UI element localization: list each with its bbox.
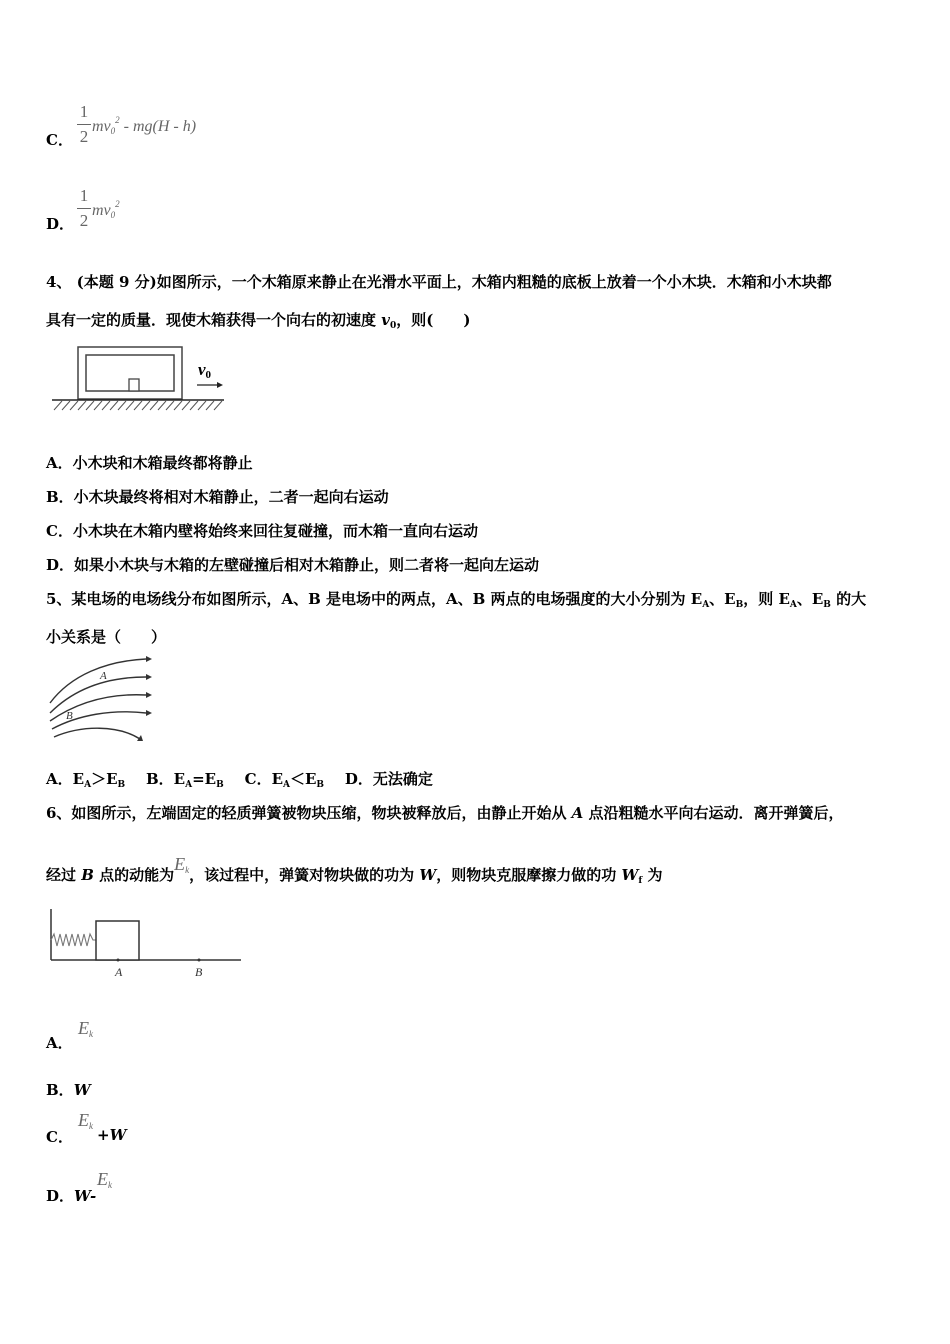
- q3-option-c: [46, 129, 73, 150]
- stem-sub: 0: [389, 321, 397, 331]
- point-a-label: A: [100, 670, 107, 682]
- option-label: C．: [46, 131, 73, 149]
- stem-text: ，则物块克服摩擦力做的功: [436, 866, 622, 884]
- stem-text: 为: [642, 866, 663, 884]
- stem-text: 经过: [46, 866, 82, 884]
- point-b-label: B: [66, 710, 73, 722]
- q5-option-b: B．$E_A=E_B$: [146, 770, 224, 790]
- option-label: D．: [46, 1187, 75, 1205]
- point-b: B: [81, 866, 94, 884]
- q6-option-c: [46, 1126, 73, 1147]
- w-symbol: W: [419, 866, 437, 884]
- stem-text: 点沿粗糙水平向右运动．离开弹簧后，: [583, 804, 844, 822]
- q4-stem-line1: 4、 (本题 9 分)如图所示，一个木箱原来静止在光滑水平面上，木箱内粗糙的底板上放着一个小木块．木箱和小木块都: [46, 273, 832, 291]
- fraction-numerator: 1: [79, 102, 89, 121]
- stem-text: 、E: [709, 590, 736, 608]
- q5-option-a: A．$E_A>E_B$: [46, 770, 126, 790]
- q3-option-d: [46, 213, 74, 234]
- stem-text-end: ，则( ): [396, 311, 471, 329]
- sub-a: A: [789, 600, 797, 610]
- fraction-half: [77, 102, 91, 147]
- q5-option-c: C．$E_A<E_B$: [244, 770, 325, 790]
- q3-d-expression: [92, 199, 120, 220]
- ek-symbol: $E_k$: [174, 854, 190, 875]
- fraction-half: [77, 186, 91, 231]
- wf-sub: f: [638, 876, 643, 886]
- fraction-denominator: 2: [79, 127, 89, 146]
- q4-option-c: C．小木块在木箱内壁将始终来回往复碰撞，而木箱一直向右运动: [46, 522, 478, 540]
- q6-d-ek: $E_k$: [97, 1169, 112, 1190]
- expr-sup: 2: [115, 115, 120, 125]
- stem-text: 、E: [796, 590, 824, 608]
- stem-text: 6、如图所示，左端固定的轻质弹簧被物块压缩，物块被释放后，由静止开始从: [46, 804, 572, 822]
- option-expr: W: [73, 1081, 91, 1099]
- stem-text: ，则 E: [743, 590, 790, 608]
- wf-symbol: W: [621, 866, 639, 884]
- point-a: A: [571, 804, 584, 822]
- fraction-numerator: 1: [79, 186, 89, 205]
- q3-c-expression: [92, 115, 196, 136]
- v0-label: v0: [198, 360, 212, 381]
- q4-option-d: D．如果小木块与木箱的左壁碰撞后相对木箱静止，则二者将一起向左运动: [46, 556, 540, 574]
- expr-sub: 0: [110, 210, 116, 220]
- expr-sub: 0: [110, 126, 116, 136]
- point-b-label: B: [195, 965, 203, 979]
- q6-stem-line2: [46, 854, 663, 886]
- q5-field-lines-figure: [46, 655, 156, 745]
- stem-text: 5、某电场的电场线分布如图所示，A、B 是电场中的两点，A、B 两点的电场强度的大小分别为 E: [46, 590, 703, 608]
- stem-text: 具有一定的质量．现使木箱获得一个向右的初速度: [46, 311, 382, 329]
- q5-option-d: D．无法确定: [344, 770, 433, 788]
- sub-a: A: [702, 600, 710, 610]
- option-label: B．: [46, 1081, 74, 1099]
- spring: [51, 934, 96, 946]
- stem-text: 点的动能为: [93, 866, 175, 884]
- stem-text: 的大: [830, 590, 867, 608]
- q4-box-figure: [52, 345, 227, 425]
- stem-v: v: [381, 311, 390, 329]
- expr-mv: mv: [92, 202, 111, 219]
- q6-c-tail: +W: [97, 1126, 127, 1144]
- expr-sup: 2: [115, 199, 120, 209]
- sub-b: B: [735, 600, 744, 610]
- q6-option-b: [46, 1079, 91, 1100]
- q4-option-b: B．小木块最终将相对木箱静止，二者一起向右运动: [46, 488, 389, 506]
- q4-option-a: A．小木块和木箱最终都将静止: [46, 454, 253, 472]
- fraction-denominator: 2: [79, 211, 89, 230]
- expr-mv: mv: [92, 118, 111, 135]
- option-expr: W-: [74, 1187, 97, 1205]
- block: [96, 921, 139, 960]
- q6-c-ek: $E_k$: [78, 1110, 93, 1131]
- point-a-label: A: [115, 965, 123, 979]
- option-label: A．: [46, 1034, 73, 1052]
- q5-stem-line1: [46, 588, 866, 610]
- expr-tail: - mg(H - h): [119, 118, 197, 135]
- q4-stem-line2: [46, 309, 470, 331]
- q6-spring-figure: [48, 905, 248, 985]
- q5-stem-line2: 小关系是（ ）: [46, 628, 167, 646]
- option-label: D．: [46, 215, 75, 233]
- q6-a-ek: $E_k$: [78, 1018, 93, 1039]
- q6-option-d: [46, 1185, 96, 1206]
- q6-stem-line1: [46, 802, 844, 823]
- sub-b: B: [823, 600, 831, 610]
- option-label: C．: [46, 1128, 73, 1146]
- stem-text: ，该过程中，弹簧对物块做的功为: [189, 866, 420, 884]
- q6-option-a: [46, 1032, 73, 1053]
- q5-options: [46, 768, 433, 790]
